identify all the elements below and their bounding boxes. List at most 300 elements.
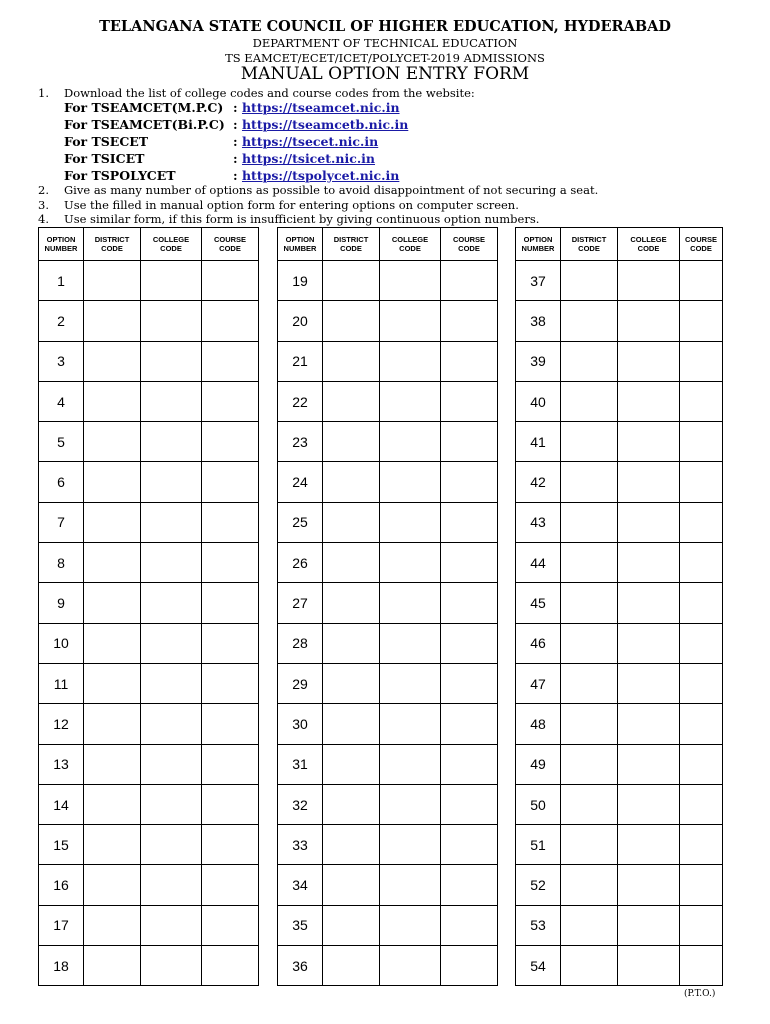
district-code-cell[interactable] — [561, 583, 618, 623]
college-code-cell[interactable] — [380, 502, 441, 542]
header-line: CODE — [637, 244, 660, 253]
district-code-cell[interactable] — [561, 261, 618, 301]
course-code-cell[interactable] — [680, 381, 723, 421]
district-code-cell[interactable] — [84, 784, 141, 824]
district-code-cell[interactable] — [84, 744, 141, 784]
option-number-cell: 53 — [516, 905, 561, 945]
option-row — [516, 381, 723, 421]
option-row — [39, 583, 259, 623]
district-code-cell[interactable] — [84, 543, 141, 583]
district-code-cell[interactable] — [561, 905, 618, 945]
course-code-cell[interactable] — [680, 905, 723, 945]
website-separator: : — [233, 168, 242, 183]
option-row — [516, 301, 723, 341]
district-code-cell[interactable] — [323, 261, 380, 301]
course-code-cell[interactable] — [202, 865, 259, 905]
course-code-cell[interactable] — [441, 543, 498, 583]
option-number-cell: 23 — [278, 422, 323, 462]
option-row — [39, 422, 259, 462]
course-code-cell[interactable] — [202, 663, 259, 703]
college-code-cell[interactable] — [380, 301, 441, 341]
college-code-cell[interactable] — [141, 261, 202, 301]
college-code-cell[interactable] — [380, 341, 441, 381]
website-exam-label: For TSICET — [64, 151, 145, 166]
header-line: COURSE — [684, 235, 718, 244]
header-line: COURSE — [213, 235, 247, 244]
pto-note: (P.T.O.) — [684, 989, 716, 999]
district-code-cell[interactable] — [84, 704, 141, 744]
district-code-cell[interactable] — [323, 946, 380, 986]
college-code-cell[interactable] — [618, 543, 680, 583]
header-line: CODE — [578, 244, 600, 253]
district-code-cell[interactable] — [561, 502, 618, 542]
course-code-cell[interactable] — [202, 583, 259, 623]
option-number-cell: 15 — [39, 825, 84, 865]
course-code-cell[interactable] — [441, 946, 498, 986]
website-entry — [233, 100, 400, 115]
website-separator: : — [233, 117, 242, 132]
option-row — [516, 784, 723, 824]
district-code-cell[interactable] — [323, 583, 380, 623]
option-row — [278, 663, 498, 703]
option-number-cell: 2 — [39, 301, 84, 341]
option-number-cell: 46 — [516, 623, 561, 663]
header-line: DISTRICT — [94, 235, 130, 244]
option-number-cell: 14 — [39, 784, 84, 824]
course-code-cell[interactable] — [441, 261, 498, 301]
form-title: MANUAL OPTION ENTRY FORM — [240, 64, 530, 84]
option-number-cell: 7 — [39, 502, 84, 542]
course-code-cell[interactable] — [680, 825, 723, 865]
college-code-cell[interactable] — [141, 422, 202, 462]
website-entry — [233, 151, 375, 166]
course-code-cell[interactable] — [441, 502, 498, 542]
course-code-cell[interactable] — [680, 583, 723, 623]
option-number-cell: 50 — [516, 784, 561, 824]
header-line: OPTION — [46, 235, 76, 244]
course-code-cell[interactable] — [441, 341, 498, 381]
option-number-header — [278, 228, 323, 261]
option-row — [278, 381, 498, 421]
option-number-cell: 49 — [516, 744, 561, 784]
college-code-cell[interactable] — [618, 502, 680, 542]
college-code-cell[interactable] — [380, 583, 441, 623]
college-code-cell[interactable] — [141, 583, 202, 623]
option-row — [39, 663, 259, 703]
option-row — [278, 865, 498, 905]
website-link[interactable]: https://tspolycet.nic.in — [241, 168, 400, 183]
option-row — [39, 623, 259, 663]
college-code-cell[interactable] — [141, 502, 202, 542]
college-code-cell[interactable] — [380, 381, 441, 421]
district-code-cell[interactable] — [561, 462, 618, 502]
district-code-cell[interactable] — [84, 663, 141, 703]
district-code-cell[interactable] — [561, 825, 618, 865]
course-code-cell[interactable] — [441, 623, 498, 663]
college-code-cell[interactable] — [380, 744, 441, 784]
course-code-cell[interactable] — [441, 784, 498, 824]
course-code-cell[interactable] — [202, 946, 259, 986]
option-number-cell: 22 — [278, 381, 323, 421]
district-code-cell[interactable] — [84, 905, 141, 945]
district-code-cell[interactable] — [84, 825, 141, 865]
option-number-cell: 36 — [278, 946, 323, 986]
course-code-cell[interactable] — [441, 462, 498, 502]
header-line: CODE — [219, 244, 241, 253]
course-code-cell[interactable] — [441, 301, 498, 341]
college-code-cell[interactable] — [618, 341, 680, 381]
option-row — [278, 825, 498, 865]
college-code-cell[interactable] — [618, 583, 680, 623]
course-code-cell[interactable] — [202, 784, 259, 824]
course-code-header — [441, 228, 498, 261]
header-line: COLLEGE — [152, 235, 190, 244]
instruction-number: 1. — [38, 86, 49, 100]
option-row — [278, 704, 498, 744]
college-code-cell[interactable] — [618, 825, 680, 865]
course-code-cell[interactable] — [441, 825, 498, 865]
header-line: DISTRICT — [571, 235, 607, 244]
district-code-cell[interactable] — [84, 381, 141, 421]
district-code-cell[interactable] — [561, 341, 618, 381]
option-row — [278, 462, 498, 502]
college-code-header — [618, 228, 680, 261]
college-code-cell[interactable] — [618, 865, 680, 905]
college-code-cell[interactable] — [141, 623, 202, 663]
course-code-cell[interactable] — [202, 623, 259, 663]
instruction-text: Use similar form, if this form is insufficient by giving continuous option numbers. — [64, 212, 540, 226]
district-code-cell[interactable] — [84, 623, 141, 663]
college-code-cell[interactable] — [618, 261, 680, 301]
district-code-cell[interactable] — [561, 946, 618, 986]
college-code-cell[interactable] — [380, 462, 441, 502]
district-code-cell[interactable] — [323, 381, 380, 421]
option-number-cell: 45 — [516, 583, 561, 623]
header-line: CODE — [160, 244, 182, 253]
option-row — [39, 784, 259, 824]
course-code-cell[interactable] — [441, 422, 498, 462]
option-number-cell: 54 — [516, 946, 561, 986]
option-number-cell: 11 — [39, 663, 84, 703]
header-line: OPTION — [523, 235, 553, 244]
college-code-cell[interactable] — [618, 946, 680, 986]
college-code-cell[interactable] — [141, 825, 202, 865]
college-code-cell[interactable] — [380, 825, 441, 865]
college-code-cell[interactable] — [141, 946, 202, 986]
option-row — [516, 905, 723, 945]
website-separator: : — [233, 100, 242, 115]
district-code-cell[interactable] — [323, 301, 380, 341]
district-code-cell[interactable] — [84, 422, 141, 462]
option-row — [39, 543, 259, 583]
option-number-cell: 9 — [39, 583, 84, 623]
website-link[interactable]: https://tsecet.nic.in — [241, 134, 379, 149]
header-line: CODE — [101, 244, 123, 253]
option-row — [39, 381, 259, 421]
course-code-header — [202, 228, 259, 261]
option-row — [278, 905, 498, 945]
college-code-cell[interactable] — [141, 784, 202, 824]
district-code-header — [84, 228, 141, 261]
college-code-cell[interactable] — [618, 744, 680, 784]
college-code-cell[interactable] — [380, 865, 441, 905]
website-exam-label: For TSECET — [64, 134, 149, 149]
college-code-cell[interactable] — [141, 462, 202, 502]
option-row — [39, 462, 259, 502]
college-code-cell[interactable] — [380, 543, 441, 583]
college-code-cell[interactable] — [618, 905, 680, 945]
college-code-cell[interactable] — [141, 744, 202, 784]
course-code-cell[interactable] — [441, 865, 498, 905]
course-code-cell[interactable] — [680, 744, 723, 784]
college-code-cell[interactable] — [618, 381, 680, 421]
option-row — [39, 301, 259, 341]
header-line: CODE — [458, 244, 480, 253]
district-code-cell[interactable] — [84, 946, 141, 986]
college-code-cell[interactable] — [141, 341, 202, 381]
option-row — [39, 261, 259, 301]
option-row — [278, 341, 498, 381]
website-exam-label: For TSEAMCET(Bi.P.C) — [64, 117, 225, 132]
college-code-cell[interactable] — [380, 704, 441, 744]
header-line: CODE — [340, 244, 362, 253]
option-number-cell: 12 — [39, 704, 84, 744]
district-code-cell[interactable] — [84, 462, 141, 502]
option-row — [39, 341, 259, 381]
option-row — [516, 946, 723, 986]
district-code-cell[interactable] — [323, 905, 380, 945]
district-code-cell[interactable] — [561, 744, 618, 784]
college-code-cell[interactable] — [380, 261, 441, 301]
college-code-cell[interactable] — [380, 946, 441, 986]
option-number-cell: 34 — [278, 865, 323, 905]
college-code-cell[interactable] — [141, 543, 202, 583]
course-code-cell[interactable] — [680, 422, 723, 462]
website-entry — [233, 134, 378, 149]
council-title: TELANGANA STATE COUNCIL OF HIGHER EDUCATION, HYDERABAD — [99, 18, 671, 35]
district-code-cell[interactable] — [323, 865, 380, 905]
district-code-cell[interactable] — [323, 341, 380, 381]
district-code-cell[interactable] — [561, 784, 618, 824]
course-code-cell[interactable] — [202, 422, 259, 462]
college-code-cell[interactable] — [380, 422, 441, 462]
district-code-cell[interactable] — [323, 462, 380, 502]
college-code-cell[interactable] — [380, 784, 441, 824]
option-number-cell: 10 — [39, 623, 84, 663]
header-line: DISTRICT — [333, 235, 369, 244]
course-code-cell[interactable] — [202, 502, 259, 542]
option-row — [516, 623, 723, 663]
course-code-cell[interactable] — [441, 583, 498, 623]
option-row — [278, 261, 498, 301]
header-line: COLLEGE — [391, 235, 429, 244]
option-number-cell: 44 — [516, 543, 561, 583]
option-number-cell: 42 — [516, 462, 561, 502]
course-code-cell[interactable] — [441, 663, 498, 703]
option-number-cell: 41 — [516, 422, 561, 462]
course-code-cell[interactable] — [680, 663, 723, 703]
district-code-cell[interactable] — [561, 422, 618, 462]
college-code-cell[interactable] — [380, 623, 441, 663]
course-code-cell[interactable] — [680, 543, 723, 583]
college-code-cell[interactable] — [618, 784, 680, 824]
district-code-cell[interactable] — [84, 301, 141, 341]
course-code-cell[interactable] — [680, 704, 723, 744]
option-number-cell: 30 — [278, 704, 323, 744]
district-code-cell[interactable] — [84, 261, 141, 301]
option-row — [278, 301, 498, 341]
course-code-cell[interactable] — [441, 381, 498, 421]
college-code-cell[interactable] — [380, 905, 441, 945]
district-code-cell[interactable] — [561, 543, 618, 583]
option-row — [39, 502, 259, 542]
course-code-cell[interactable] — [202, 905, 259, 945]
option-number-header — [516, 228, 561, 261]
option-number-cell: 31 — [278, 744, 323, 784]
district-code-cell[interactable] — [84, 341, 141, 381]
website-exam-label: For TSEAMCET(M.P.C) — [64, 100, 224, 115]
district-code-cell[interactable] — [323, 784, 380, 824]
college-code-cell[interactable] — [618, 422, 680, 462]
instruction-number: 2. — [38, 183, 49, 197]
option-row — [516, 704, 723, 744]
course-code-cell[interactable] — [202, 381, 259, 421]
course-code-cell[interactable] — [441, 744, 498, 784]
course-code-cell[interactable] — [680, 261, 723, 301]
option-number-cell: 25 — [278, 502, 323, 542]
course-code-cell[interactable] — [680, 865, 723, 905]
college-code-cell[interactable] — [618, 301, 680, 341]
option-row — [278, 784, 498, 824]
option-number-cell: 35 — [278, 905, 323, 945]
website-entry — [233, 168, 399, 183]
option-number-cell: 52 — [516, 865, 561, 905]
department-title: DEPARTMENT OF TECHNICAL EDUCATION — [252, 36, 518, 50]
option-number-cell: 47 — [516, 663, 561, 703]
website-link[interactable]: https://tseamcet.nic.in — [241, 100, 400, 115]
option-row — [278, 422, 498, 462]
district-code-cell[interactable] — [84, 865, 141, 905]
option-number-cell: 4 — [39, 381, 84, 421]
college-code-cell[interactable] — [141, 301, 202, 341]
course-code-cell[interactable] — [680, 623, 723, 663]
option-row — [516, 502, 723, 542]
course-code-cell[interactable] — [680, 946, 723, 986]
option-number-cell: 8 — [39, 543, 84, 583]
website-link[interactable]: https://tsicet.nic.in — [241, 151, 376, 166]
course-code-cell[interactable] — [202, 301, 259, 341]
option-row — [39, 825, 259, 865]
option-number-cell: 16 — [39, 865, 84, 905]
option-row — [516, 583, 723, 623]
option-row — [516, 422, 723, 462]
college-code-cell[interactable] — [141, 663, 202, 703]
option-row — [278, 744, 498, 784]
district-code-header — [323, 228, 380, 261]
college-code-cell[interactable] — [141, 865, 202, 905]
district-code-cell[interactable] — [561, 865, 618, 905]
college-code-cell[interactable] — [618, 462, 680, 502]
college-code-cell[interactable] — [141, 905, 202, 945]
district-code-cell[interactable] — [561, 663, 618, 703]
course-code-cell[interactable] — [680, 462, 723, 502]
district-code-cell[interactable] — [84, 583, 141, 623]
option-number-cell: 27 — [278, 583, 323, 623]
option-row — [39, 744, 259, 784]
website-separator: : — [233, 151, 242, 166]
course-code-cell[interactable] — [680, 784, 723, 824]
course-code-cell[interactable] — [202, 825, 259, 865]
website-entry — [233, 117, 408, 132]
district-code-cell[interactable] — [561, 704, 618, 744]
district-code-cell[interactable] — [323, 704, 380, 744]
option-row — [39, 704, 259, 744]
website-link[interactable]: https://tseamcetb.nic.in — [241, 117, 409, 132]
college-code-cell[interactable] — [141, 704, 202, 744]
instruction-text: Download the list of college codes and course codes from the website: — [64, 86, 475, 100]
course-code-cell[interactable] — [202, 261, 259, 301]
district-code-cell[interactable] — [561, 301, 618, 341]
course-code-cell[interactable] — [441, 905, 498, 945]
college-code-header — [141, 228, 202, 261]
course-code-cell[interactable] — [680, 301, 723, 341]
district-code-cell[interactable] — [323, 663, 380, 703]
college-code-cell[interactable] — [380, 663, 441, 703]
option-number-cell: 28 — [278, 623, 323, 663]
option-row — [516, 462, 723, 502]
district-code-cell[interactable] — [323, 543, 380, 583]
header-line: NUMBER — [44, 244, 78, 253]
course-code-cell[interactable] — [202, 704, 259, 744]
option-number-cell: 17 — [39, 905, 84, 945]
header-line: CODE — [690, 244, 712, 253]
course-code-cell[interactable] — [202, 462, 259, 502]
district-code-cell[interactable] — [561, 623, 618, 663]
option-number-cell: 43 — [516, 502, 561, 542]
course-code-cell[interactable] — [441, 704, 498, 744]
option-row — [516, 744, 723, 784]
college-code-cell[interactable] — [618, 663, 680, 703]
option-row — [39, 905, 259, 945]
college-code-header — [380, 228, 441, 261]
course-code-cell[interactable] — [680, 341, 723, 381]
district-code-cell[interactable] — [323, 502, 380, 542]
college-code-cell[interactable] — [618, 704, 680, 744]
college-code-cell[interactable] — [141, 381, 202, 421]
district-code-cell[interactable] — [84, 502, 141, 542]
district-code-cell[interactable] — [561, 381, 618, 421]
district-code-cell[interactable] — [323, 825, 380, 865]
option-row — [278, 502, 498, 542]
admissions-title: TS EAMCET/ECET/ICET/POLYCET-2019 ADMISSIONS — [225, 51, 545, 65]
option-number-cell: 24 — [278, 462, 323, 502]
district-code-cell[interactable] — [323, 422, 380, 462]
option-row — [278, 583, 498, 623]
instruction-number: 4. — [38, 212, 49, 226]
course-code-cell[interactable] — [680, 502, 723, 542]
college-code-cell[interactable] — [618, 623, 680, 663]
course-code-cell[interactable] — [202, 341, 259, 381]
option-number-cell: 39 — [516, 341, 561, 381]
course-code-cell[interactable] — [202, 543, 259, 583]
district-code-cell[interactable] — [323, 744, 380, 784]
district-code-header — [561, 228, 618, 261]
option-row — [516, 261, 723, 301]
course-code-cell[interactable] — [202, 744, 259, 784]
district-code-cell[interactable] — [323, 623, 380, 663]
option-number-cell: 33 — [278, 825, 323, 865]
website-separator: : — [233, 134, 242, 149]
